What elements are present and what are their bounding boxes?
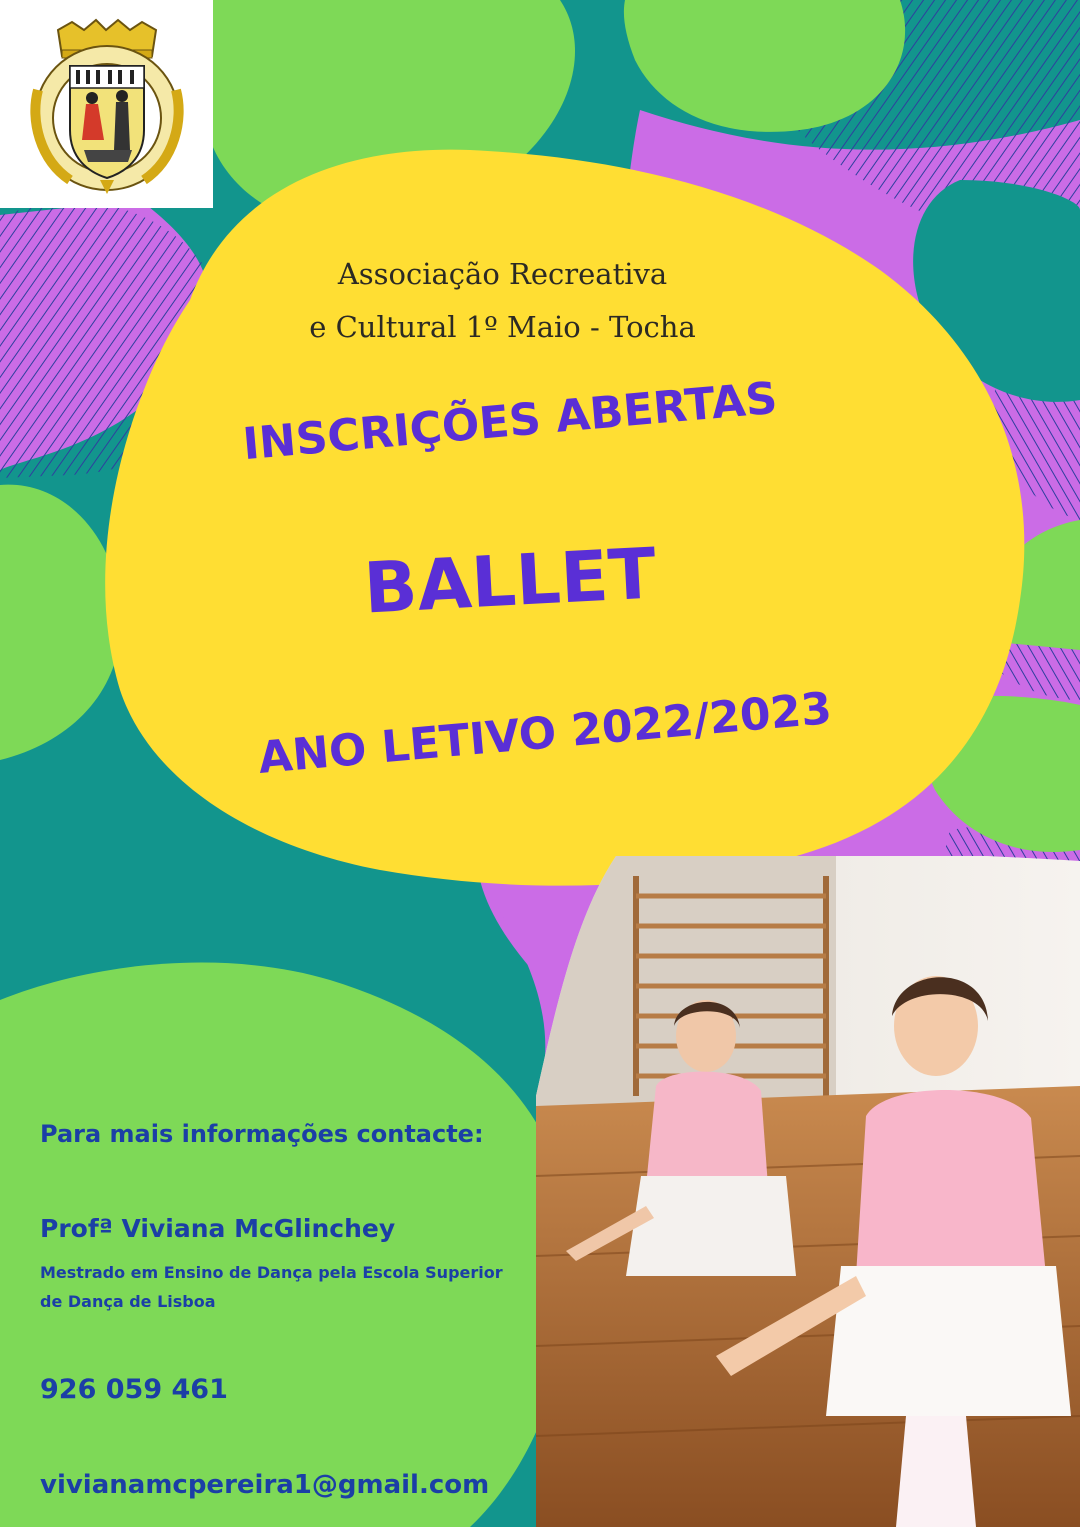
credential-line-2: de Dança de Lisboa — [40, 1292, 216, 1311]
ballet-title: BALLET — [361, 532, 659, 630]
children-ballet-class-photo-icon — [536, 856, 1080, 1527]
coat-of-arms-logo-icon — [0, 0, 213, 208]
contact-heading: Para mais informações contacte: — [40, 1120, 484, 1148]
logo-panel — [0, 0, 213, 208]
school-year-heading: ANO LETIVO 2022/2023 — [256, 683, 834, 784]
email-address: vivianamcpereira1@gmail.com — [40, 1470, 490, 1500]
ballet-children-photo — [536, 856, 1080, 1527]
registrations-open-heading: INSCRIÇÕES ABERTAS — [240, 372, 780, 471]
credential-line-1: Mestrado em Ensino de Dança pela Escola Superior — [40, 1263, 503, 1282]
organization-line-2: e Cultural 1º Maio - Tocha — [309, 310, 696, 344]
phone-number: 926 059 461 — [40, 1374, 228, 1405]
organization-line-1: Associação Recreativa — [337, 257, 668, 291]
teacher-name: Profª Viviana McGlinchey — [40, 1214, 396, 1243]
teacher-credentials — [40, 1258, 540, 1316]
organization-name — [230, 248, 775, 354]
